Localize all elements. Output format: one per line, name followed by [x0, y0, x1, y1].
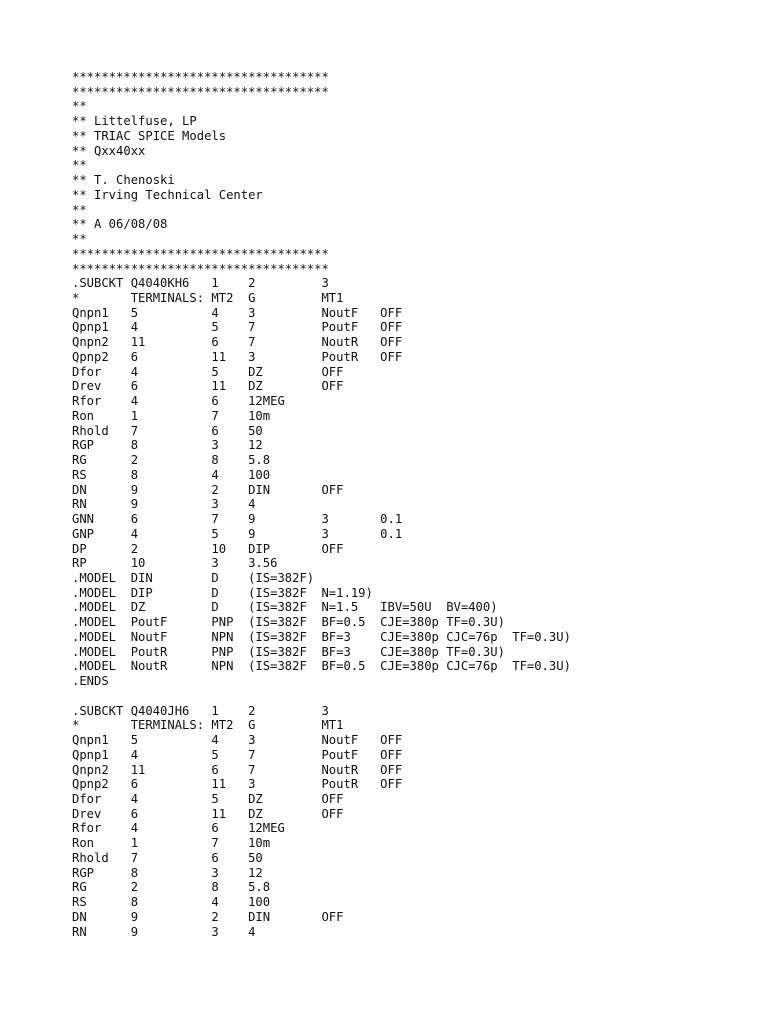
comment-line: ** [72, 232, 87, 247]
netlist-line: Qpnp2 6 11 3 PoutR OFF [72, 777, 403, 792]
netlist-line: Dfor 4 5 DZ OFF [72, 364, 344, 379]
netlist-line: Rfor 4 6 12MEG [72, 821, 285, 836]
terminals-comment: * TERMINALS: MT2 G MT1 [72, 718, 344, 733]
model-line: .MODEL NoutR NPN (IS=382F BF=0.5 CJE=380p CJC=76p TF=0.3U) [72, 659, 571, 674]
netlist-line: RN 9 3 4 [72, 497, 256, 512]
comment-line: ** [72, 202, 87, 217]
ends-line: .ENDS [72, 674, 109, 689]
netlist-line: Qnpn2 11 6 7 NoutR OFF [72, 762, 403, 777]
netlist-line: RP 10 3 3.56 [72, 556, 278, 571]
part-family-line: ** Qxx40xx [72, 143, 146, 158]
author-line: ** T. Chenoski [72, 173, 175, 188]
netlist-line: Qnpn1 5 4 3 NoutF OFF [72, 733, 403, 748]
location-line: ** Irving Technical Center [72, 187, 263, 202]
header-border-line: *********************************** [72, 261, 329, 276]
netlist-line: Qnpn1 5 4 3 NoutF OFF [72, 305, 403, 320]
netlist-line: RN 9 3 4 [72, 924, 256, 939]
netlist-line: RGP 8 3 12 [72, 438, 263, 453]
netlist-line: Drev 6 11 DZ OFF [72, 379, 344, 394]
model-line: .MODEL DIN D (IS=382F) [72, 570, 315, 585]
netlist-line: GNP 4 5 9 3 0.1 [72, 526, 403, 541]
netlist-line: Qnpn2 11 6 7 NoutR OFF [72, 335, 403, 350]
comment-line: ** [72, 158, 87, 173]
netlist-line: Drev 6 11 DZ OFF [72, 806, 344, 821]
netlist-line: GNN 6 7 9 3 0.1 [72, 512, 403, 527]
spice-listing [72, 70, 571, 939]
subckt-declaration: .SUBCKT Q4040JH6 1 2 3 [72, 703, 329, 718]
model-title-line: ** TRIAC SPICE Models [72, 128, 227, 143]
netlist-line: RGP 8 3 12 [72, 865, 263, 880]
comment-line: ** [72, 99, 87, 114]
blank-line [72, 689, 571, 704]
netlist-line: Ron 1 7 10m [72, 836, 271, 851]
revision-line: ** A 06/08/08 [72, 217, 168, 232]
model-line: .MODEL DZ D (IS=382F N=1.5 IBV=50U BV=400) [72, 600, 498, 615]
netlist-line: RS 8 4 100 [72, 895, 271, 910]
model-line: .MODEL PoutR PNP (IS=382F BF=3 CJE=380p TF=0.3U) [72, 644, 505, 659]
company-line: ** Littelfuse, LP [72, 114, 197, 129]
subckt-declaration: .SUBCKT Q4040KH6 1 2 3 [72, 276, 329, 291]
header-border-line: *********************************** [72, 84, 329, 99]
model-line: .MODEL PoutF PNP (IS=382F BF=0.5 CJE=380p TF=0.3U) [72, 615, 505, 630]
netlist-line: Dfor 4 5 DZ OFF [72, 791, 344, 806]
terminals-comment: * TERMINALS: MT2 G MT1 [72, 291, 344, 306]
netlist-line: DN 9 2 DIN OFF [72, 482, 344, 497]
netlist-line: RG 2 8 5.8 [72, 880, 271, 895]
model-line: .MODEL DIP D (IS=382F N=1.19) [72, 585, 373, 600]
netlist-line: RS 8 4 100 [72, 467, 271, 482]
netlist-line: RG 2 8 5.8 [72, 453, 271, 468]
header-border-line: *********************************** [72, 246, 329, 261]
netlist-line: DP 2 10 DIP OFF [72, 541, 344, 556]
netlist-line: DN 9 2 DIN OFF [72, 909, 344, 924]
header-border-line: *********************************** [72, 70, 329, 84]
netlist-line: Qpnp2 6 11 3 PoutR OFF [72, 349, 403, 364]
netlist-line: Qpnp1 4 5 7 PoutF OFF [72, 320, 403, 335]
netlist-line: Rfor 4 6 12MEG [72, 394, 285, 409]
netlist-line: Ron 1 7 10m [72, 408, 271, 423]
netlist-line: Rhold 7 6 50 [72, 850, 263, 865]
model-line: .MODEL NoutF NPN (IS=382F BF=3 CJE=380p CJC=76p TF=0.3U) [72, 629, 571, 644]
netlist-line: Qpnp1 4 5 7 PoutF OFF [72, 747, 403, 762]
netlist-line: Rhold 7 6 50 [72, 423, 263, 438]
